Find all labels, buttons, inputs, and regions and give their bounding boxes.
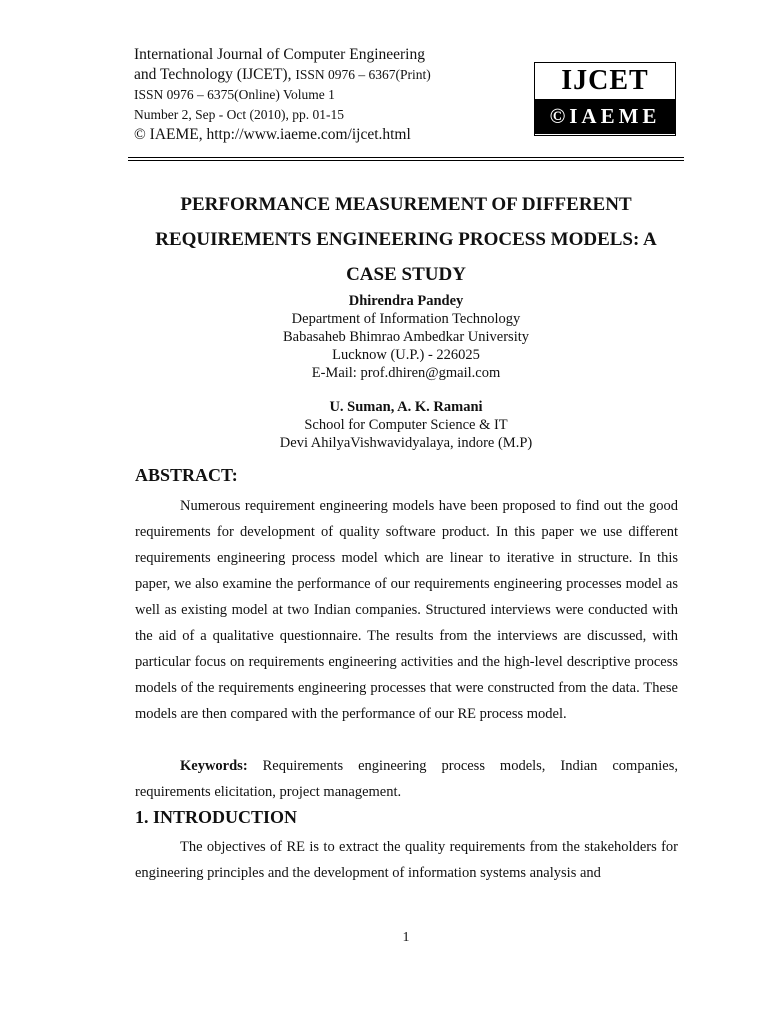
title-line-2: REQUIREMENTS ENGINEERING PROCESS MODELS: A <box>155 229 657 250</box>
journal-info <box>134 45 514 145</box>
logo-publisher: ©IAEME <box>535 99 675 134</box>
keywords-text: Requirements engineering process models, Indian companies, requirements elicitation, project management. <box>135 758 678 800</box>
journal-line-2 <box>134 65 514 85</box>
title-line-3: CASE STUDY <box>346 264 466 285</box>
journal-logo <box>534 62 676 136</box>
journal-line-2-issn: ISSN 0976 – 6367(Print) <box>295 67 431 82</box>
journal-line-1: International Journal of Computer Engineering <box>134 46 425 63</box>
author2-school: School for Computer Science & IT <box>304 417 508 433</box>
author1-university: Babasaheb Bhimrao Ambedkar University <box>282 329 530 345</box>
logo-title: IJCET <box>535 63 675 99</box>
author1-city: Lucknow (U.P.) - 226025 <box>332 347 480 363</box>
author1-department: Department of Information Technology <box>291 311 521 327</box>
journal-line-4: Number 2, Sep - Oct (2010), pp. 01-15 <box>134 107 344 122</box>
journal-line-3: ISSN 0976 – 6375(Online) Volume 1 <box>134 87 335 102</box>
author1-email: E-Mail: prof.dhiren@gmail.com <box>311 365 501 381</box>
introduction-paragraph: The objectives of RE is to extract the quality requirements from the stakeholders for engineering principles and the development of information systems analysis and <box>135 839 678 881</box>
journal-line-2-main: and Technology (IJCET), <box>134 66 296 83</box>
page-number: 1 <box>402 930 410 945</box>
paper-title <box>134 187 678 292</box>
author2-university: Devi AhilyaVishwavidyalaya, indore (M.P) <box>279 435 533 451</box>
keywords-label: Keywords: <box>180 758 248 774</box>
keywords-paragraph <box>135 753 678 805</box>
author2-names: U. Suman, A. K. Ramani <box>329 399 483 415</box>
title-line-1: PERFORMANCE MEASUREMENT OF DIFFERENT <box>180 194 632 215</box>
abstract-paragraph: Numerous requirement engineering models have been proposed to find out the good requirements for development of quality software product. In this paper we use different requirements engineering process model which are linear to iterative in structure. In this paper, we also examine the performance of our requirements engineering processes model as well as existing model at two Indian companies. Structured interviews were conducted with the aid of a qualitative questionnaire. The results from the interviews are discussed, with particular focus on requirements engineering activities and the high-level descriptive process models of the requirements engineering processes that were constructed from the data. These models are then compared with the performance of our RE process model. <box>135 498 678 722</box>
journal-line-5: © IAEME, http://www.iaeme.com/ijcet.html <box>134 126 411 143</box>
header-divider <box>128 160 684 161</box>
abstract-heading: ABSTRACT: <box>135 465 238 485</box>
introduction-heading: 1. INTRODUCTION <box>135 807 298 827</box>
author1-name: Dhirendra Pandey <box>348 293 464 309</box>
author-block <box>134 292 678 452</box>
